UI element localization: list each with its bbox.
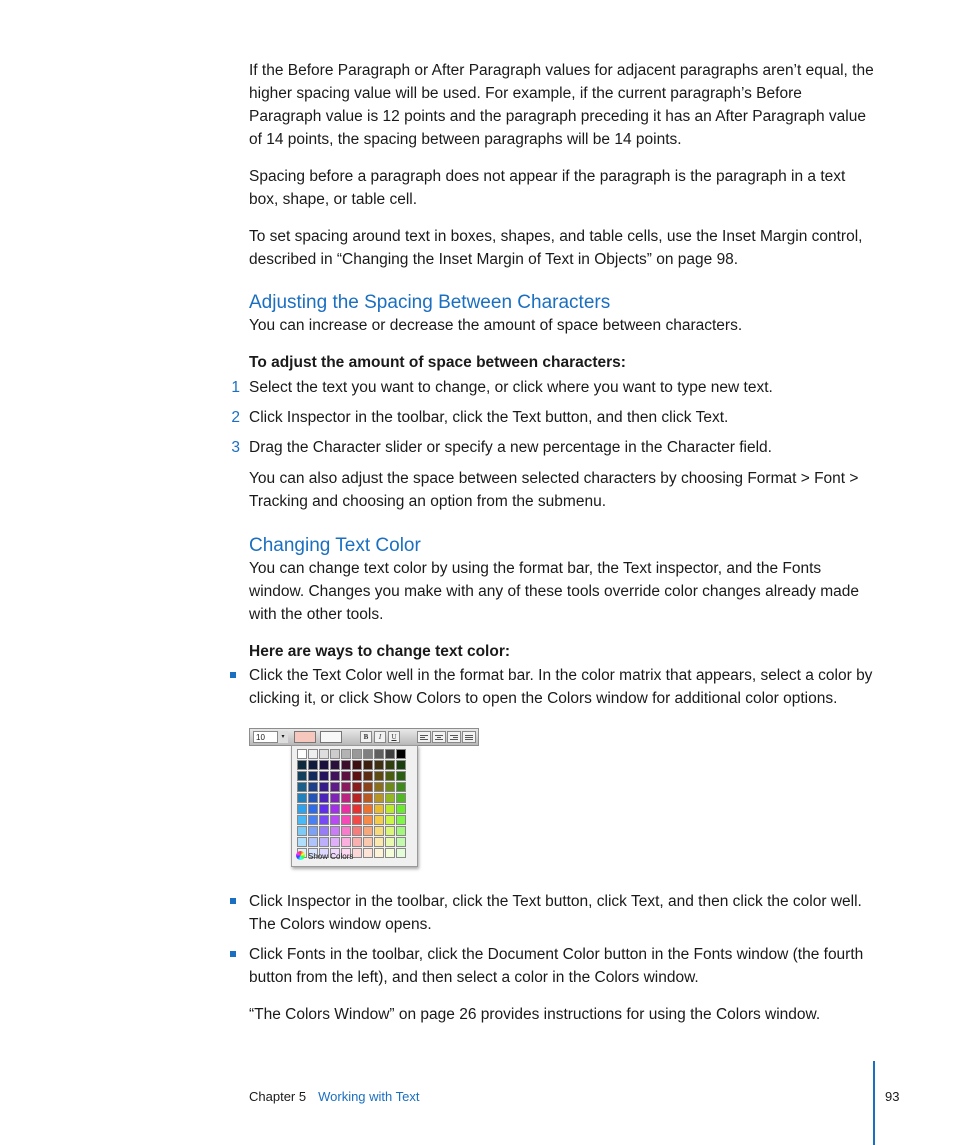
color-swatch[interactable] [319, 815, 329, 825]
step-item [231, 436, 874, 459]
color-swatch[interactable] [363, 749, 373, 759]
color-swatch[interactable] [330, 815, 340, 825]
color-swatch[interactable] [385, 782, 395, 792]
color-swatch[interactable] [363, 848, 373, 858]
color-swatch[interactable] [330, 771, 340, 781]
task-lead: To adjust the amount of space between characters: [249, 354, 626, 371]
color-swatch[interactable] [352, 782, 362, 792]
color-swatch[interactable] [374, 826, 384, 836]
align-left-icon[interactable] [417, 731, 431, 743]
color-swatch[interactable] [385, 848, 395, 858]
page-number: 93 [885, 1089, 900, 1104]
color-swatch[interactable] [396, 837, 406, 847]
color-swatch[interactable] [330, 804, 340, 814]
color-swatch[interactable] [396, 815, 406, 825]
color-swatch[interactable] [396, 782, 406, 792]
align-center-icon[interactable] [432, 731, 446, 743]
color-swatch[interactable] [385, 771, 395, 781]
color-swatch[interactable] [319, 782, 329, 792]
color-swatch[interactable] [396, 749, 406, 759]
color-swatch[interactable] [330, 760, 340, 770]
color-swatch[interactable] [319, 804, 329, 814]
font-size-field[interactable]: 10 [253, 731, 287, 743]
color-swatch[interactable] [352, 771, 362, 781]
format-bar [249, 728, 479, 746]
color-swatch[interactable] [374, 782, 384, 792]
color-swatch[interactable] [297, 771, 307, 781]
chevron-down-icon[interactable]: ▾ [277, 731, 288, 743]
text-color-well[interactable] [294, 731, 316, 743]
color-swatch[interactable] [341, 771, 351, 781]
color-swatch[interactable] [385, 837, 395, 847]
bullet-square-icon [230, 898, 236, 904]
step-text: Click Inspector in the toolbar, click the Text button, and then click Text. [249, 409, 729, 426]
color-swatch[interactable] [308, 760, 318, 770]
bullet-text: Click Inspector in the toolbar, click the Text button, click Text, and then click the color well. The Colors window opens. [249, 893, 862, 933]
bullet-text: Click the Text Color well in the format bar. In the color matrix that appears, select a color by clicking it, or click Show Colors to open the Colors window for additional color options. [249, 667, 873, 707]
color-swatch[interactable] [385, 749, 395, 759]
format-bar-screenshot [249, 728, 479, 868]
step-item [231, 406, 874, 429]
color-swatch[interactable] [297, 804, 307, 814]
color-swatch[interactable] [319, 749, 329, 759]
step-text: Drag the Character slider or specify a new percentage in the Character field. [249, 439, 772, 456]
color-swatch[interactable] [396, 760, 406, 770]
color-swatch[interactable] [330, 793, 340, 803]
color-swatch[interactable] [352, 826, 362, 836]
color-swatch[interactable] [297, 749, 307, 759]
paragraph: Spacing before a paragraph does not appear if the paragraph is the paragraph in a text box, shape, or table cell. [249, 168, 846, 208]
section-intro: You can increase or decrease the amount of space between characters. [249, 317, 743, 334]
color-swatch[interactable] [330, 782, 340, 792]
color-swatch-grid [297, 749, 407, 859]
color-swatch[interactable] [352, 804, 362, 814]
color-swatch[interactable] [363, 815, 373, 825]
align-right-icon[interactable] [447, 731, 461, 743]
color-matrix-popup [291, 745, 418, 867]
fill-color-well[interactable] [320, 731, 342, 743]
justify-icon[interactable] [462, 731, 476, 743]
color-swatch[interactable] [308, 771, 318, 781]
color-swatch[interactable] [385, 804, 395, 814]
color-swatch[interactable] [363, 826, 373, 836]
bullet-item [249, 664, 874, 710]
color-swatch[interactable] [341, 826, 351, 836]
color-swatch[interactable] [385, 815, 395, 825]
color-swatch[interactable] [341, 837, 351, 847]
color-swatch[interactable] [352, 793, 362, 803]
step-number: 1 [231, 379, 240, 396]
color-swatch[interactable] [363, 771, 373, 781]
color-swatch[interactable] [341, 760, 351, 770]
closing-paragraph: “The Colors Window” on page 26 provides instructions for using the Colors window. [249, 1006, 821, 1023]
bullet-square-icon [230, 672, 236, 678]
color-swatch[interactable] [308, 815, 318, 825]
color-swatch[interactable] [308, 826, 318, 836]
color-swatch[interactable] [374, 793, 384, 803]
color-swatch[interactable] [341, 804, 351, 814]
color-swatch[interactable] [341, 815, 351, 825]
color-swatch[interactable] [396, 848, 406, 858]
show-colors-label: Show Colors [308, 852, 354, 861]
footer-chapter: Chapter 5 [249, 1089, 307, 1104]
step-number: 3 [231, 439, 240, 456]
bullet-square-icon [230, 951, 236, 957]
note-paragraph: You can also adjust the space between selected characters by choosing Format > Font > Tracking and choosing an option from the submenu. [249, 470, 859, 510]
color-swatch[interactable] [374, 771, 384, 781]
underline-button[interactable]: U [388, 731, 400, 743]
color-swatch[interactable] [319, 771, 329, 781]
paragraph: To set spacing around text in boxes, shapes, and table cells, use the Inset Margin control, described in “Changing the Inset Margin of Text in Objects” on page 98. [249, 228, 863, 268]
color-swatch[interactable] [341, 793, 351, 803]
color-swatch[interactable] [374, 837, 384, 847]
footer-chapter-title: Working with Text [318, 1089, 420, 1104]
task-lead: Here are ways to change text color: [249, 643, 511, 660]
page-content [231, 59, 874, 1026]
color-swatch[interactable] [385, 760, 395, 770]
color-swatch[interactable] [352, 760, 362, 770]
color-swatch[interactable] [374, 749, 384, 759]
color-swatch[interactable] [396, 771, 406, 781]
color-swatch[interactable] [297, 826, 307, 836]
show-colors-button[interactable] [296, 851, 353, 862]
color-swatch[interactable] [352, 837, 362, 847]
color-swatch[interactable] [385, 826, 395, 836]
color-swatch[interactable] [341, 749, 351, 759]
section-heading: Adjusting the Spacing Between Characters [249, 292, 611, 313]
color-swatch[interactable] [330, 749, 340, 759]
page-footer [249, 1089, 420, 1105]
color-swatch[interactable] [363, 804, 373, 814]
color-swatch[interactable] [396, 804, 406, 814]
step-number: 2 [231, 409, 240, 426]
color-swatch[interactable] [297, 837, 307, 847]
color-swatch[interactable] [308, 837, 318, 847]
color-swatch[interactable] [308, 749, 318, 759]
color-swatch[interactable] [319, 793, 329, 803]
color-swatch[interactable] [308, 793, 318, 803]
color-swatch[interactable] [330, 837, 340, 847]
bullet-item [249, 943, 874, 989]
color-swatch[interactable] [319, 826, 329, 836]
color-swatch[interactable] [297, 815, 307, 825]
bold-button[interactable]: B [360, 731, 372, 743]
color-swatch[interactable] [363, 782, 373, 792]
color-swatch[interactable] [308, 782, 318, 792]
color-swatch[interactable] [363, 760, 373, 770]
step-text: Select the text you want to change, or click where you want to type new text. [249, 379, 773, 396]
color-swatch[interactable] [308, 804, 318, 814]
step-item [231, 376, 874, 399]
section-intro: You can change text color by using the format bar, the Text inspector, and the Fonts window. Changes you make with any of these tools override color changes already made with the other tools. [249, 560, 860, 623]
color-swatch[interactable] [374, 804, 384, 814]
color-swatch[interactable] [330, 826, 340, 836]
color-swatch[interactable] [297, 782, 307, 792]
italic-button[interactable]: I [374, 731, 386, 743]
color-swatch[interactable] [396, 793, 406, 803]
color-swatch[interactable] [319, 837, 329, 847]
color-swatch[interactable] [385, 793, 395, 803]
paragraph: If the Before Paragraph or After Paragraph values for adjacent paragraphs aren’t equal, the higher spacing value will be used. For example, if the current paragraph’s Before Paragraph value is 12 points and the paragraph preceding it has an After Paragraph value of 14 points, the spacing between paragraphs will be 14 points. [249, 62, 874, 148]
color-swatch[interactable] [374, 815, 384, 825]
bullet-text: Click Fonts in the toolbar, click the Document Color button in the Fonts window (the fourth button from the left), and then select a color in the Colors window. [249, 946, 864, 986]
color-swatch[interactable] [352, 815, 362, 825]
color-swatch[interactable] [352, 848, 362, 858]
section-heading: Changing Text Color [249, 535, 421, 556]
color-swatch[interactable] [374, 848, 384, 858]
bullet-item [249, 890, 874, 936]
color-swatch[interactable] [363, 793, 373, 803]
color-swatch[interactable] [297, 760, 307, 770]
color-swatch[interactable] [374, 760, 384, 770]
color-swatch[interactable] [319, 760, 329, 770]
color-swatch[interactable] [341, 782, 351, 792]
color-swatch[interactable] [352, 749, 362, 759]
color-swatch[interactable] [297, 793, 307, 803]
color-swatch[interactable] [363, 837, 373, 847]
color-wheel-icon [296, 851, 305, 860]
footer-divider [873, 1061, 875, 1145]
color-swatch[interactable] [396, 826, 406, 836]
